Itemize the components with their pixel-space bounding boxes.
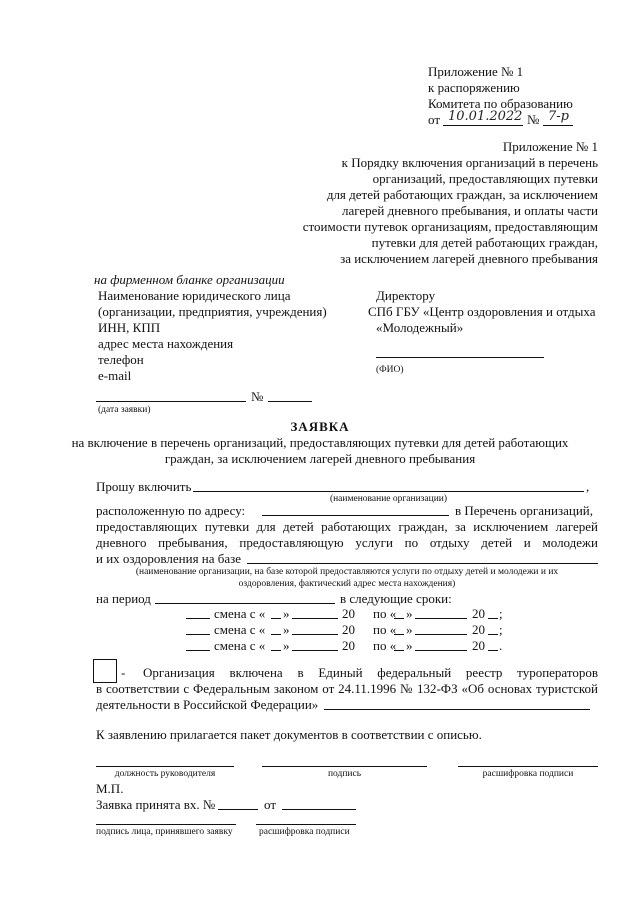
position-caption: должность руководителя xyxy=(114,769,216,779)
request-label: Прошу включить xyxy=(96,479,192,494)
shift-1-to: по « xyxy=(373,606,397,621)
application-date-field[interactable] xyxy=(96,401,246,402)
org-block-line: ИНН, КПП xyxy=(98,320,161,335)
date-caption: (дата заявки) xyxy=(98,405,151,415)
accepted-from-label: от xyxy=(264,797,277,812)
appendix-top-num-value: 7-р xyxy=(548,109,569,124)
year-prefix: 20 xyxy=(472,622,485,637)
receiver-decoding-field[interactable] xyxy=(256,824,356,825)
appendix-order-line: за исключением лагерей дневного пребывания xyxy=(340,251,598,266)
year-prefix: 20 xyxy=(472,638,485,653)
appendix-top-date-value: 10.01.2022 xyxy=(448,109,523,124)
signature-caption: подпись xyxy=(327,769,362,779)
accepted-label: Заявка принята вх. № xyxy=(96,797,216,812)
shift-2-end-day[interactable] xyxy=(394,634,404,635)
org-block-line: e-mail xyxy=(98,368,132,383)
comma: , xyxy=(586,479,590,494)
registry-line-2: в соответствии с Федеральным законом от 24.11.1996 № 132-ФЗ «Об основах туристской xyxy=(96,681,598,696)
document-subtitle-1: на включение в перечень организаций, предоставляющих путевки для детей работающих xyxy=(71,435,569,450)
attachment-note: К заявлению прилагается пакет документов в соответствии с описью. xyxy=(96,727,482,742)
org-block-line: адрес места нахождения xyxy=(98,336,234,351)
appendix-order-line: к Порядку включения организаций в перечень xyxy=(341,155,598,170)
appendix-order-line: лагерей дневного пребывания, и оплаты части xyxy=(341,203,598,218)
quote-close: » xyxy=(283,606,290,621)
receiver-decoding-caption: расшифровка подписи xyxy=(259,827,350,837)
addressee-line2: СПб ГБУ «Центр оздоровления и отдыха xyxy=(368,304,596,319)
shift-1-label: смена с « xyxy=(214,606,266,621)
shift-1-start-month[interactable] xyxy=(292,618,338,619)
appendix-order-line: организаций, предоставляющих путевки xyxy=(372,171,598,186)
appendix-order-line: путевки для детей работающих граждан, xyxy=(371,235,598,250)
document-title: ЗАЯВКА xyxy=(290,419,350,434)
semicolon: ; xyxy=(499,622,503,637)
quote-close: » xyxy=(283,622,290,637)
shift-3-label: смена с « xyxy=(214,638,266,653)
dot: . xyxy=(499,638,503,653)
period-label: на период xyxy=(96,591,151,606)
year-prefix: 20 xyxy=(472,606,485,621)
application-number-field[interactable] xyxy=(268,401,312,402)
shift-2-start-month[interactable] xyxy=(292,634,338,635)
appendix-order-line: для детей работающих граждан, за исключением xyxy=(326,187,598,202)
appendix-top-line3: Комитета по образованию xyxy=(428,96,573,111)
shift-2-end-month[interactable] xyxy=(415,634,467,635)
shift-1-end-month[interactable] xyxy=(415,618,467,619)
shift-1-start-day[interactable] xyxy=(271,618,281,619)
addressee-fio-line[interactable] xyxy=(376,357,544,358)
accepted-number-field[interactable] xyxy=(218,809,258,810)
paragraph-line-3: и их оздоровления на базе xyxy=(96,551,242,566)
shift-1-end-day[interactable] xyxy=(394,618,404,619)
appendix-order-line: стоимости путевок организациям, предоставляющим xyxy=(302,219,598,234)
receiver-signature-field[interactable] xyxy=(96,824,236,825)
base-caption-1: (наименование организации, на базе которой предоставляются услуги по отдыху детей и молодежи и их xyxy=(135,567,559,577)
registry-line-3: деятельности в Российской Федерации» xyxy=(96,697,319,712)
shift-2-start-day[interactable] xyxy=(271,634,281,635)
stamp-place: М.П. xyxy=(96,781,124,796)
appendix-top-line1: Приложение № 1 xyxy=(428,64,524,79)
receiver-signature-caption: подпись лица, принявшего заявку xyxy=(96,827,233,837)
accepted-date-field[interactable] xyxy=(282,809,356,810)
address-tail: в Перечень организаций, xyxy=(455,503,593,518)
org-block-line: (организации, предприятия, учреждения) xyxy=(98,304,327,319)
shift-2-to: по « xyxy=(373,622,397,637)
decoding-caption: расшифровка подписи xyxy=(482,769,574,779)
quote-close: » xyxy=(406,622,413,637)
letterhead-note: на фирменном бланке организации xyxy=(94,272,285,287)
appendix-top-num-prefix: № xyxy=(527,112,540,127)
year-prefix: 20 xyxy=(342,638,355,653)
document-subtitle-2: граждан, за исключением лагерей дневного пребывания xyxy=(164,451,476,466)
period-tail: в следующие сроки: xyxy=(340,591,452,606)
shift-3-to: по « xyxy=(373,638,397,653)
quote-close: » xyxy=(283,638,290,653)
registry-line-1: Организация включена в Единый федеральный реестр туроператоров xyxy=(143,665,598,680)
org-block-line: телефон xyxy=(98,352,144,367)
quote-close: » xyxy=(406,606,413,621)
addressee-line1: Директору xyxy=(376,288,436,303)
year-prefix: 20 xyxy=(342,606,355,621)
org-name-caption: (наименование организации) xyxy=(329,494,448,504)
semicolon: ; xyxy=(499,606,503,621)
decoding-field[interactable] xyxy=(458,766,598,767)
paragraph-line-1: предоставляющих путевки для детей работающих граждан, за исключением лагерей xyxy=(96,519,598,534)
shift-3-start-day[interactable] xyxy=(271,650,281,651)
appendix-top-date-prefix: от xyxy=(428,112,441,127)
shift-2-label: смена с « xyxy=(214,622,266,637)
shift-3-start-month[interactable] xyxy=(292,650,338,651)
signature-field[interactable] xyxy=(262,766,427,767)
address-field[interactable] xyxy=(262,515,449,516)
position-field[interactable] xyxy=(96,766,234,767)
registry-checkbox[interactable] xyxy=(93,659,117,683)
org-block-line: Наименование юридического лица xyxy=(98,288,291,303)
appendix-order-title: Приложение № 1 xyxy=(502,139,598,154)
base-organization-field[interactable] xyxy=(247,563,598,564)
quote-close: » xyxy=(406,638,413,653)
registry-number-field[interactable] xyxy=(324,709,590,710)
registry-dash: - xyxy=(121,665,126,680)
organization-name-field[interactable] xyxy=(193,491,584,492)
period-field[interactable] xyxy=(155,603,335,604)
year-prefix: 20 xyxy=(342,622,355,637)
appendix-top-line2: к распоряжению xyxy=(428,80,520,95)
application-number-label: № xyxy=(251,389,264,404)
shift-3-end-day[interactable] xyxy=(394,650,404,651)
base-caption-2: оздоровления, фактический адрес места нахождения) xyxy=(238,579,456,589)
addressee-fio-label: (ФИО) xyxy=(376,365,404,375)
addressee-line3: «Молодежный» xyxy=(376,320,464,335)
shift-3-end-month[interactable] xyxy=(415,650,467,651)
paragraph-line-2: дневного пребывания, предоставляющую услуги по отдыху детей и молодежи xyxy=(96,535,598,550)
address-label: расположенную по адресу: xyxy=(96,503,246,518)
